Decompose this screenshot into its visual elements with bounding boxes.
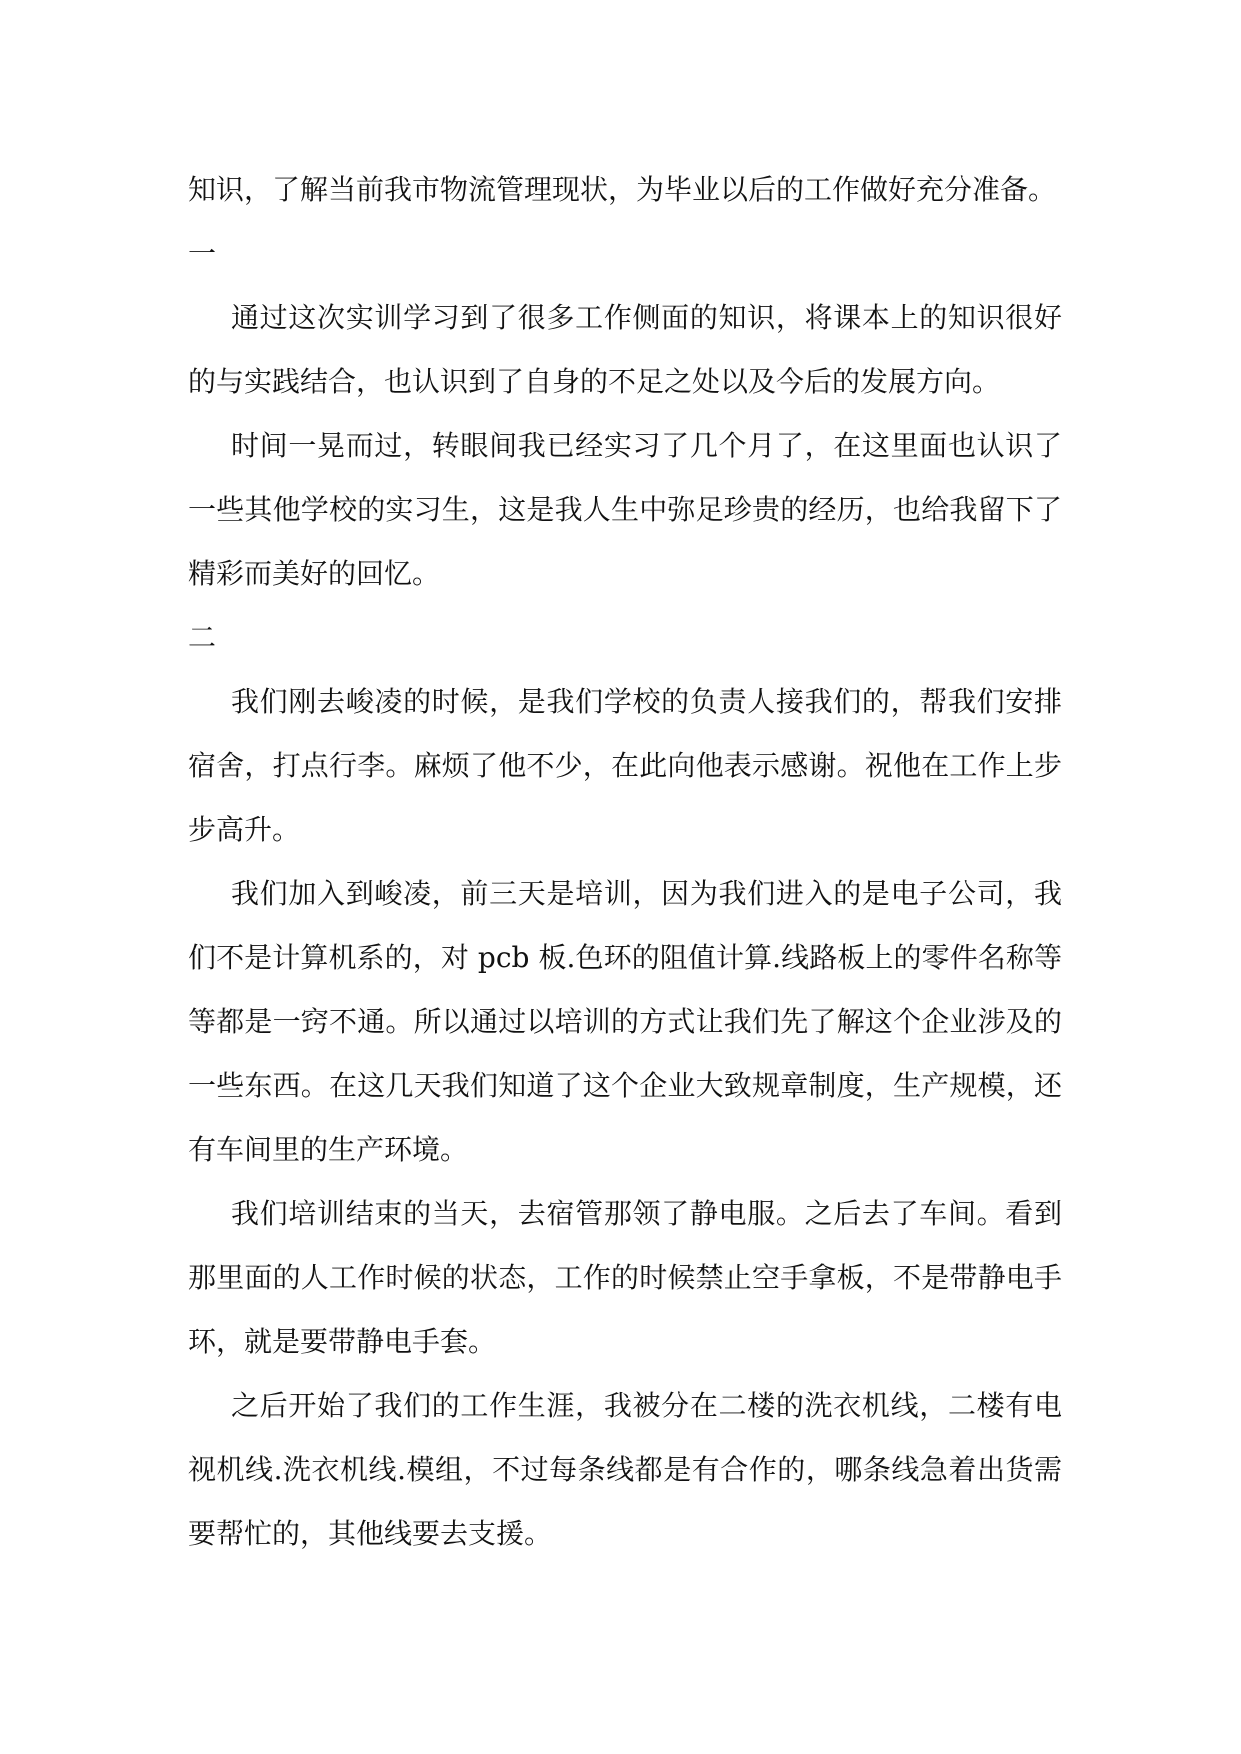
paragraph: 知识，了解当前我市物流管理现状，为毕业以后的工作做好充分准备。	[188, 173, 1057, 206]
paragraph: 时间一晃而过，转眼间我已经实习了几个月了，在这里面也认识了一些其他学校的实习生，这是我人生中弥足珍贵的经历，也给我留下了精彩而美好的回忆。	[188, 429, 1062, 590]
section-heading: 二	[188, 621, 217, 654]
paragraph: 我们刚去峻凌的时候，是我们学校的负责人接我们的，帮我们安排宿舍，打点行李。麻烦了他不少，在此向他表示感谢。祝他在工作上步步高升。	[188, 685, 1062, 846]
paragraph: 之后开始了我们的工作生涯，我被分在二楼的洗衣机线，二楼有电视机线.洗衣机线.模组，不过每条线都是有合作的，哪条线急着出货需要帮忙的，其他线要去支援。	[188, 1389, 1062, 1550]
paragraph: 我们培训结束的当天，去宿管那领了静电服。之后去了车间。看到那里面的人工作时候的状态，工作的时候禁止空手拿板，不是带静电手环，就是要带静电手套。	[188, 1197, 1062, 1358]
section-heading: 一	[188, 237, 217, 270]
paragraph: 通过这次实训学习到了很多工作侧面的知识，将课本上的知识很好的与实践结合，也认识到了自身的不足之处以及今后的发展方向。	[188, 301, 1062, 398]
paragraph: 我们加入到峻凌，前三天是培训，因为我们进入的是电子公司，我们不是计算机系的，对 pcb 板.色环的阻值计算.线路板上的零件名称等等都是一窍不通。所以通过以培训的方式让我们先了解这个企业涉及的一些东西。在这几天我们知道了这个企业大致规章制度，生产规模，还有车间里的生产环境。	[188, 877, 1062, 1166]
document-body	[188, 158, 1062, 1566]
